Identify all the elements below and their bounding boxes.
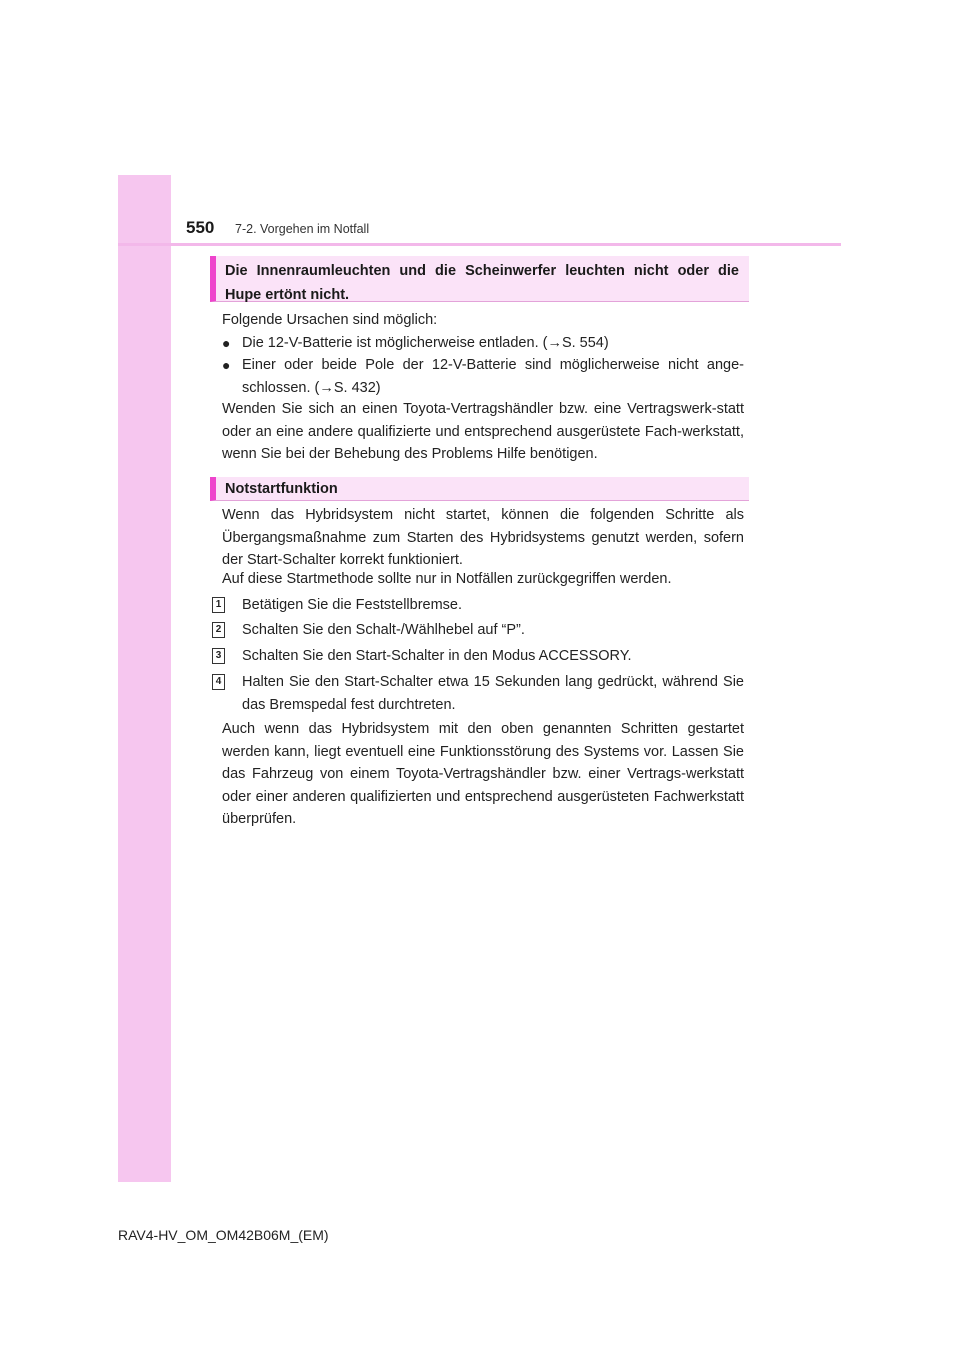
step-item: [212, 645, 744, 668]
step-text: Halten Sie den Start-Schalter etwa 15 Sekunden lang gedrückt, während Sie das Bremspedal fest durchtreten.: [242, 674, 744, 713]
step-item: [212, 594, 744, 617]
bullet-text: Die 12-V-Batterie ist möglicherweise entladen. (→S. 554): [242, 335, 609, 351]
causes-intro: Folgende Ursachen sind möglich:: [222, 312, 438, 328]
inspection-advice-paragraph: Auch wenn das Hybridsystem mit den oben genannten Schritten gestartet werden kann, liegt eventuell eine Funktionsstörung des Systems vor. Lassen Sie das Fahrzeug von einem Toyota-Vertragshändler bzw. einer Vertrags-werkstatt oder einer anderen qualifizierten und entsprechend ausgerüsteten Fachwerkstatt überprüfen.: [222, 721, 744, 827]
step-text: Betätigen Sie die Feststellbremse.: [242, 597, 463, 613]
emergency-start-note: Auf diese Startmethode sollte nur in Notfällen zurückgegriffen werden.: [222, 571, 672, 587]
step-item: [212, 671, 744, 716]
footer-document-code: RAV4-HV_OM_OM42B06M_(EM): [118, 1227, 329, 1243]
bullet-dot-icon: ●: [222, 357, 231, 373]
section-heading-emergency-start: Notstartfunktion: [210, 477, 749, 501]
page-number: 550: [186, 218, 215, 237]
header-rule: [118, 243, 841, 246]
step-text: Schalten Sie den Schalt-/Wählhebel auf “P”.: [242, 622, 525, 638]
chapter-sidebar-tab: [118, 175, 171, 1182]
step-number-badge: 4: [212, 674, 225, 690]
step-item: [212, 619, 744, 642]
bullet-text: Einer oder beide Pole der 12-V-Batterie sind möglicherweise nicht ange-schlossen. (→S. 432): [242, 357, 744, 396]
bullet-item: [222, 354, 744, 399]
emergency-start-intro: Wenn das Hybridsystem nicht startet, können die folgenden Schritte als Übergangsmaßnahme zum Starten des Hybridsystems genutzt werden, sofern der Start-Schalter korrekt funktioniert.: [222, 507, 744, 568]
step-number-badge: 1: [212, 597, 225, 613]
dealer-advice-paragraph: Wenden Sie sich an einen Toyota-Vertragshändler bzw. eine Vertragswerk-statt oder an eine andere qualifizierte und entsprechend ausgerüstete Fach-werkstatt, wenn Sie bei der Behebung des Problems Hilfe benötigen.: [222, 401, 744, 462]
chapter-title: 7-2. Vorgehen im Notfall: [235, 222, 370, 236]
bullet-item: [222, 332, 744, 355]
step-text: Schalten Sie den Start-Schalter in den Modus ACCESSORY.: [242, 648, 632, 664]
step-number-badge: 2: [212, 622, 225, 638]
section-heading-lights-horn: Die Innenraumleuchten und die Scheinwerfer leuchten nicht oder die Hupe ertönt nicht.: [210, 256, 749, 302]
step-number-badge: 3: [212, 648, 225, 664]
bullet-dot-icon: ●: [222, 335, 231, 351]
